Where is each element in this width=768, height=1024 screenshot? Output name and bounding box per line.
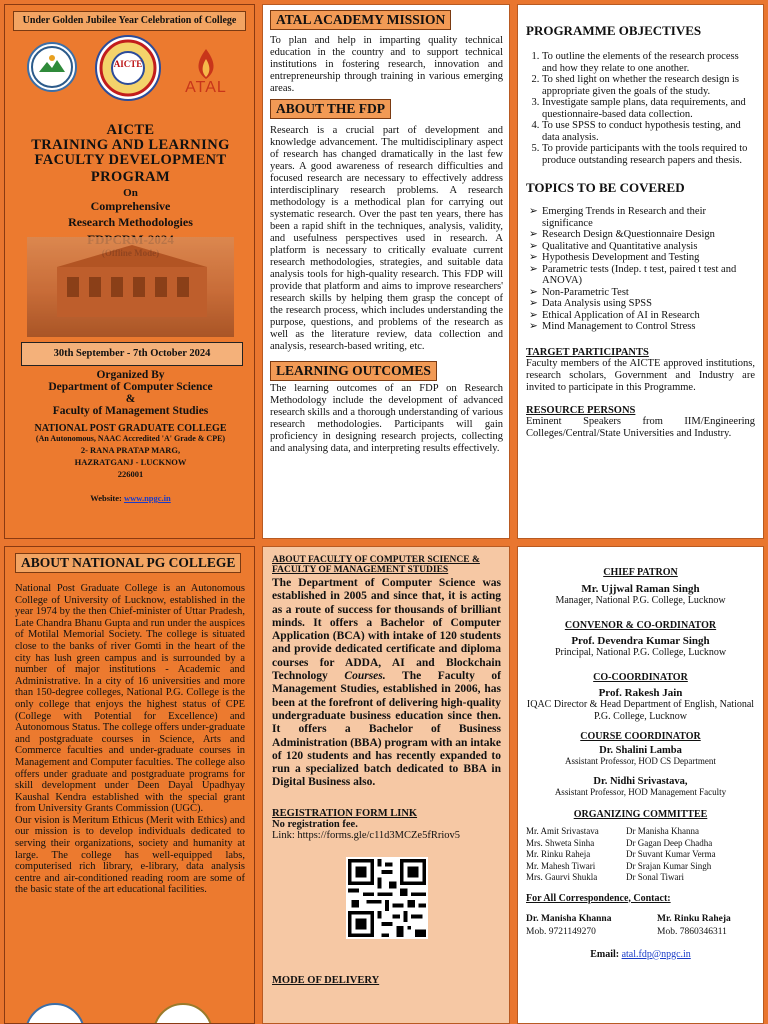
cover-title-line: PROGRAM — [90, 169, 171, 185]
arrow-bullet-icon: ➢ — [529, 263, 538, 275]
co-coordinator-heading: CO-COORDINATOR — [593, 672, 688, 683]
college-address-2: HAZRATGANJ - LUCKNOW — [74, 457, 187, 467]
topic-item: ➢ Ethical Application of AI in Research — [529, 309, 700, 321]
topic-item: ➢ Data Analysis using SPSS — [529, 298, 652, 309]
committee-member: Mrs. Gaurvi Shukla — [526, 872, 598, 882]
target-text: Faculty members of the AICTE approved institutions, research scholars, Government and Industry are invited to participate in this Programme. — [526, 357, 755, 393]
college-name: NATIONAL POST GRADUATE COLLEGE — [34, 423, 227, 434]
college-address-1: 2- RANA PRATAP MARG, — [80, 445, 181, 455]
contact-2 — [657, 914, 731, 937]
registration-qr-code[interactable] — [346, 857, 428, 939]
email-label: Email: — [590, 948, 620, 960]
contact-1 — [526, 914, 657, 937]
cover-title-line: TRAINING AND LEARNING — [31, 137, 230, 153]
course-coordinator-2-role: Assistant Professor, HOD Management Faculty — [554, 787, 727, 797]
outcomes-text: The learning outcomes of an FDP on Research Methodology include the development of advanced research skills and a thorough understanding of various research methodologies. Participants will gain proficiency in designing research projects, collecting and analysing data, and interpreting results effectively. — [270, 383, 503, 454]
cover-subject-2: Research Methodologies — [68, 215, 193, 229]
about-faculty-heading: ABOUT FACULTY OF COMPUTER SCIENCE & FACULTY OF MANAGEMENT STUDIES — [272, 555, 480, 575]
objective-item: 4. To use SPSS to conduct hypothesis testing, and data analysis. — [542, 120, 755, 143]
objective-item: 2. To shed light on whether the research design is appropriate given the goals of the study. — [542, 74, 755, 97]
topic-item: ➢ Qualitative and Quantitative analysis — [529, 240, 698, 252]
committee-member: Dr Sonal Tiwari — [626, 872, 685, 882]
committee-member: Dr Manisha Khanna — [626, 826, 699, 836]
program-dates: 30th September - 7th October 2024 — [53, 348, 211, 359]
cover-panel — [4, 4, 255, 539]
website-line — [5, 493, 255, 503]
topic-item: ➢ Research Design &Questionnaire Design — [529, 229, 715, 240]
course-coordinator-2-name: Dr. Nidhi Srivastava, — [593, 776, 688, 787]
chief-patron-role: Manager, National P.G. College, Lucknow — [555, 595, 726, 606]
contact-1-mobile: Mob. 9721149270 — [526, 926, 596, 937]
mission-heading: ATAL ACADEMY MISSION — [270, 10, 451, 30]
committee-member: Mrs. Shweta Sinha — [526, 837, 595, 848]
co-coordinator-role: IQAC Director & Head Department of English, National P.G. College, Lucknow — [526, 699, 755, 722]
cover-on: On — [123, 187, 138, 199]
atal-logo — [177, 45, 235, 103]
about-college-heading: ABOUT NATIONAL PG COLLEGE — [15, 553, 241, 573]
organizing-committee-list — [518, 820, 763, 884]
fdp-info-panel — [262, 4, 510, 539]
organizing-committee-right — [626, 826, 716, 884]
website-link[interactable]: www.npgc.in — [124, 493, 171, 503]
resource-text: Eminent Speakers from IIM/Engineering Colleges/Central/State Universities and Industry. — [526, 415, 755, 439]
arrow-bullet-icon: ➢ — [529, 298, 538, 309]
course-coordinator-1-role: Assistant Professor, HOD CS Department — [565, 756, 716, 766]
objective-item: 1. To outline the elements of the research process and how they relate to one another. — [542, 51, 755, 74]
email-line — [518, 949, 763, 960]
website-label: Website: — [90, 493, 122, 503]
about-college-text: National Post Graduate College is an Autonomous College of University of Lucknow, established in the year 1974 by the then Chief-minister of Uttar Pradesh, Late Chandra Bhanu Gupta and run under the auspices of Motilal Memorial Society. The college is situated close to the banks of river Gomti in the heart of the city has lush green campus and is surrounded by a number of major institutions - Academic and Administrative. In a city of 16 universities and more than 150-degree colleges, National P.G. College is the only college that enjoys the highest status of CPE (College with Potential for Excellence) and Autonomous Status. The college offers under-graduate and postgraduate courses in Science, Arts and Commerce faculties and under-graduate courses in Management and Computer faculties. The college also offers under graduate and postgraduate programs for skill development under Deen Dayal Upadhyay Kaushal Kendra established with the special grant from University Grants Commission (UGC). — [15, 583, 245, 815]
college-accreditation: (An Autonomous, NAAC Accredited 'A' Grade & CPE) — [35, 434, 226, 443]
objectives-panel — [517, 4, 764, 539]
convenor-name: Prof. Devendra Kumar Singh — [571, 635, 710, 647]
aicte-logo-label: AICTE — [113, 59, 143, 69]
dept-management: Faculty of Management Studies — [52, 405, 209, 417]
objectives-heading: PROGRAMME OBJECTIVES — [526, 23, 702, 38]
about-faculty-text-a: The Department of Computer Science was established in 2005 and since that, it is acting as a route of success for thousands of brilliant minds. It offers a Bachelor of Computer Application (BCA) with intake of 120 students and provide dedicated certificate and diploma courses for ADDA, AI and Blockchain Technology — [272, 577, 501, 683]
college-seal-logo — [27, 42, 77, 92]
about-faculty-text-b: The Faculty of Management Studies, established in 2006, has been at the forefront of delivering high-quality undergraduate business education since then. It offers a Bachelor of Business Administration (BBA) program with an intake of 120 students and has recently expanded to run a specialized batch dedicated to BBA in Digital Business also. — [272, 670, 502, 789]
topic-item: ➢ Emerging Trends in Research and their significance — [529, 206, 706, 229]
arrow-bullet-icon: ➢ — [529, 252, 538, 263]
convenor-heading: CONVENOR & CO-ORDINATOR — [564, 620, 717, 631]
outcomes-heading: LEARNING OUTCOMES — [270, 361, 437, 381]
about-faculty-text — [272, 577, 501, 790]
objectives-list — [526, 51, 755, 166]
about-fdp-heading: ABOUT THE FDP — [270, 99, 391, 119]
arrow-bullet-icon: ➢ — [529, 229, 538, 240]
college-seal-bottom-logo — [25, 1003, 85, 1024]
committee-member: Mr. Mahesh Tiwari — [526, 860, 596, 871]
topic-item: ➢ Mind Management to Control Stress — [529, 321, 696, 332]
objective-item: 3. Investigate sample plans, data requirements, and questionnaire-based data collection. — [542, 97, 755, 120]
topics-heading: TOPICS TO BE COVERED — [526, 180, 685, 195]
registration-link[interactable]: Link: https://forms.gle/c11d3MCZe5fRriov5 — [272, 829, 461, 841]
email-link[interactable]: atal.fdp@npgc.in — [621, 948, 691, 960]
organized-by: Organized By — [96, 369, 165, 381]
course-coordinator-heading: COURSE COORDINATOR — [580, 731, 701, 742]
jubilee-banner: Under Golden Jubilee Year Celebration of College — [13, 11, 246, 31]
dept-computer-science: Department of Computer Science — [48, 381, 213, 393]
committee-member: Dr Srajan Kumar Singh — [626, 860, 712, 871]
committee-member: Mr. Rinku Raheja — [526, 849, 591, 859]
arrow-bullet-icon: ➢ — [529, 321, 538, 332]
topic-item: ➢ Parametric tests (Indep. t test, paired t test and ANOVA) — [529, 263, 737, 286]
committee-panel — [517, 546, 764, 1024]
organizer-block — [5, 369, 255, 503]
committee-member: Dr Gagan Deep Chadha — [626, 837, 713, 848]
cover-title-line: AICTE — [106, 122, 155, 138]
contact-2-name: Mr. Rinku Raheja — [657, 913, 731, 924]
dates-box — [21, 342, 243, 366]
arrow-bullet-icon: ➢ — [529, 286, 538, 298]
arrow-bullet-icon: ➢ — [529, 240, 538, 252]
arrow-bullet-icon: ➢ — [529, 206, 538, 217]
registration-heading: REGISTRATION FORM LINK — [272, 807, 418, 819]
objective-item: 5. To provide participants with the tools required to produce outstanding research papers and thesis. — [542, 143, 755, 166]
about-college-panel — [4, 546, 255, 1024]
course-coordinator-1-name: Dr. Shalini Lamba — [599, 745, 682, 756]
target-heading: TARGET PARTICIPANTS — [526, 346, 649, 358]
contact-list — [518, 904, 763, 937]
convenor-role: Principal, National P.G. College, Lucknow — [554, 647, 727, 658]
registration-fee: No registration fee. — [272, 818, 358, 830]
committee-member: Dr Suvant Kumar Verma — [626, 849, 716, 859]
topics-list — [526, 206, 755, 333]
atal-logo-label: ATAL — [185, 79, 227, 96]
contact-2-mobile: Mob. 7860346311 — [657, 926, 727, 937]
delivery-heading: MODE OF DELIVERY — [272, 974, 380, 986]
college-pin: 226001 — [117, 469, 144, 479]
aicte-logo — [95, 35, 161, 101]
organizing-committee-left — [526, 826, 626, 884]
chief-patron-name: Mr. Ujjwal Raman Singh — [581, 583, 700, 595]
co-coordinator-name: Prof. Rakesh Jain — [598, 687, 683, 699]
contact-1-name: Dr. Manisha Khanna — [526, 913, 612, 924]
about-college-vision: Our vision is Meritum Ethicus (Merit with Ethics) and our mission is to develop individuals dedicated to serving their organizations, society and humanity at large. The college has well-equipped labs, computerised rich library, e-library, data analysis centre and air-conditioned reading room are some of the basic state of the art educational facilities. — [15, 814, 245, 896]
cover-subject-1: Comprehensive — [90, 199, 171, 213]
about-fdp-text: Research is a crucial part of development and knowledge advancement. The multidisciplinary aspect of research has changed dramatically in the last few years. A good awareness of research difficulties and focused research are necessary to effectively address interdisciplinary research problems. A research methodology is a methodical plan for carrying out systematic research. Over the past ten years, there has been a rapid shift in the techniques, analysis, validity, and usefulness perspectives used in research. A platform is necessary to critically evaluate current research methodologies, strategies, and suitable data analysis tools for high-quality research. This FDP will provide that platform and aims to improve researchers' research skills by helping them grasp the concept of the research process, which includes understanding the purpose, questions, and problems of the research as well as the literature review, data collection and analysis, research-based writing, etc. — [270, 125, 503, 352]
accreditation-badge-logo — [153, 1003, 213, 1024]
faculty-panel — [262, 546, 510, 1024]
mission-text: To plan and help in imparting quality technical education in the country and to support technical institutions in fostering research, innovation and entrepreneurship through training in various emerging areas. — [270, 35, 503, 94]
about-faculty-text-courses: Courses. — [344, 670, 386, 683]
chief-patron-heading: CHIEF PATRON — [603, 567, 678, 578]
cover-title-line: FACULTY DEVELOPMENT — [34, 152, 227, 168]
contact-heading: For All Correspondence, Contact: — [526, 892, 671, 904]
organizing-committee-heading: ORGANIZING COMMITTEE — [573, 809, 708, 820]
topic-item: ➢ Non-Parametric Test — [529, 286, 629, 298]
dept-ampersand: & — [125, 393, 136, 405]
arrow-bullet-icon: ➢ — [529, 309, 538, 321]
topic-item: ➢ Hypothesis Development and Testing — [529, 252, 700, 263]
committee-member: Mr. Amit Srivastava — [526, 826, 599, 836]
resource-heading: RESOURCE PERSONS — [526, 404, 636, 416]
campus-photo — [27, 237, 234, 337]
